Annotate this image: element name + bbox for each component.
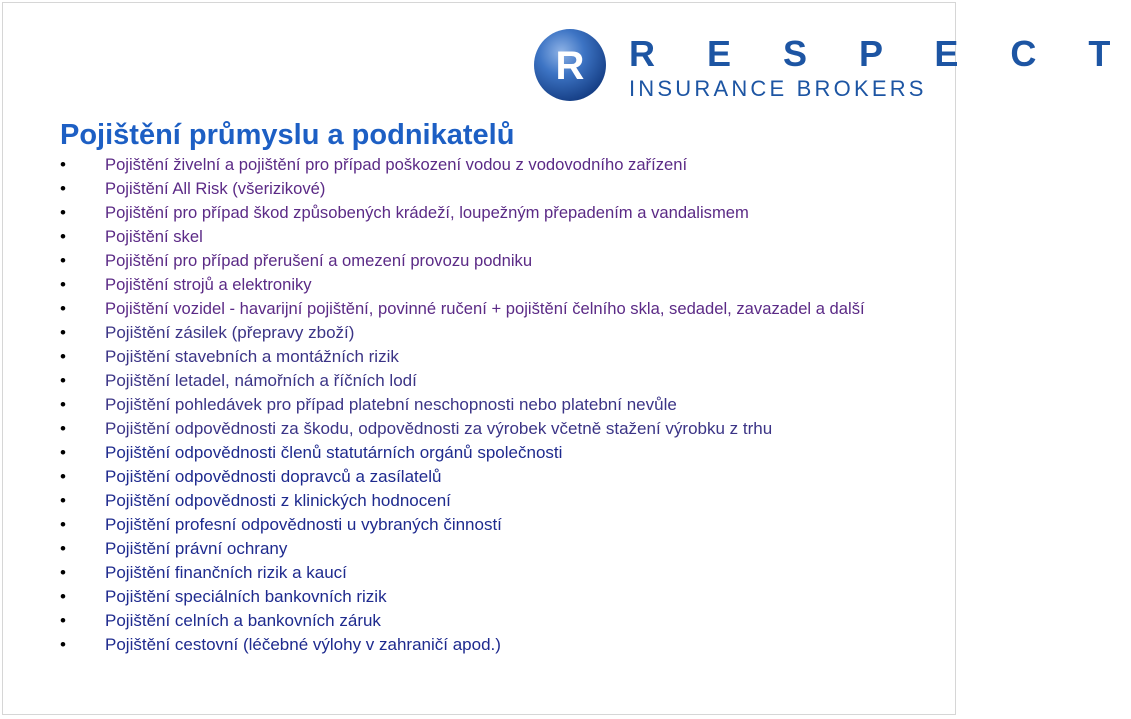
bullet-icon: • [60, 347, 66, 366]
bullet-icon: • [60, 299, 66, 318]
list-item-text: Pojištění odpovědnosti za škodu, odpovědnosti za výrobek včetně stažení výrobku z trhu [105, 419, 773, 438]
bullet-icon: • [60, 323, 66, 342]
list-item [58, 323, 918, 343]
logo-sphere-icon [533, 28, 607, 102]
list-item [58, 515, 918, 535]
bullet-icon: • [60, 611, 66, 630]
bullet-icon: • [60, 395, 66, 414]
list-item-text: Pojištění vozidel - havarijní pojištění, povinné ručení + pojištění čelního skla, sedadel, zavazadel a další [105, 299, 865, 318]
list-item [58, 611, 918, 631]
respect-logo [533, 28, 1131, 108]
bullet-icon: • [60, 371, 66, 390]
bullet-icon: • [60, 179, 66, 198]
bullet-icon: • [60, 467, 66, 486]
logo-company-name: R E S P E C T [629, 33, 1131, 74]
list-item-text: Pojištění odpovědnosti dopravců a zasílatelů [105, 467, 442, 486]
list-item [58, 467, 918, 487]
bullet-icon: • [60, 539, 66, 558]
list-item [58, 443, 918, 463]
list-item-text: Pojištění pro případ přerušení a omezení provozu podniku [105, 251, 533, 270]
insurance-list [58, 155, 918, 659]
list-item [58, 539, 918, 559]
bullet-icon: • [60, 587, 66, 606]
list-item-text: Pojištění pro případ škod způsobených krádeží, loupežným přepadením a vandalismem [105, 203, 749, 222]
bullet-icon: • [60, 635, 66, 654]
list-item [58, 371, 918, 391]
bullet-icon: • [60, 443, 66, 462]
list-item [58, 227, 918, 247]
list-item [58, 395, 918, 415]
list-item-text: Pojištění živelní a pojištění pro případ poškození vodou z vodovodního zařízení [105, 155, 688, 174]
list-item-text: Pojištění právní ochrany [105, 539, 288, 558]
list-item [58, 299, 918, 319]
list-item-text: Pojištění zásilek (přepravy zboží) [105, 323, 355, 342]
bullet-icon: • [60, 227, 66, 246]
list-item [58, 635, 918, 655]
list-item [58, 563, 918, 583]
list-item-text: Pojištění speciálních bankovních rizik [105, 587, 387, 606]
list-item-text: Pojištění odpovědnosti z klinických hodnocení [105, 491, 451, 510]
list-item [58, 587, 918, 607]
bullet-icon: • [60, 563, 66, 582]
bullet-icon: • [60, 491, 66, 510]
list-item-text: Pojištění celních a bankovních záruk [105, 611, 381, 630]
bullet-icon: • [60, 251, 66, 270]
list-item-text: Pojištění All Risk (všerizikové) [105, 179, 326, 198]
list-item [58, 491, 918, 511]
list-item-text: Pojištění finančních rizik a kaucí [105, 563, 347, 582]
bullet-icon: • [60, 275, 66, 294]
list-item-text: Pojištění profesní odpovědnosti u vybraných činností [105, 515, 502, 534]
logo-tagline: INSURANCE BROKERS [629, 76, 927, 101]
list-item-text: Pojištění letadel, námořních a říčních lodí [105, 371, 417, 390]
bullet-icon: • [60, 155, 66, 174]
list-item [58, 347, 918, 367]
list-item-text: Pojištění cestovní (léčebné výlohy v zahraničí apod.) [105, 635, 501, 654]
list-item [58, 251, 918, 271]
bullet-icon: • [60, 419, 66, 438]
page-title: Pojištění průmyslu a podnikatelů [60, 119, 515, 151]
list-item-text: Pojištění odpovědnosti členů statutárních orgánů společnosti [105, 443, 563, 462]
list-item [58, 155, 918, 175]
bullet-icon: • [60, 203, 66, 222]
list-item [58, 203, 918, 223]
bullet-icon: • [60, 515, 66, 534]
list-item [58, 275, 918, 295]
list-item [58, 419, 918, 439]
list-item-text: Pojištění stavebních a montážních rizik [105, 347, 399, 366]
logo-mark-letter: R [555, 44, 585, 88]
list-item-text: Pojištění skel [105, 227, 203, 246]
list-item-text: Pojištění strojů a elektroniky [105, 275, 312, 294]
list-item [58, 179, 918, 199]
list-item-text: Pojištění pohledávek pro případ platební neschopnosti nebo platební nevůle [105, 395, 677, 414]
